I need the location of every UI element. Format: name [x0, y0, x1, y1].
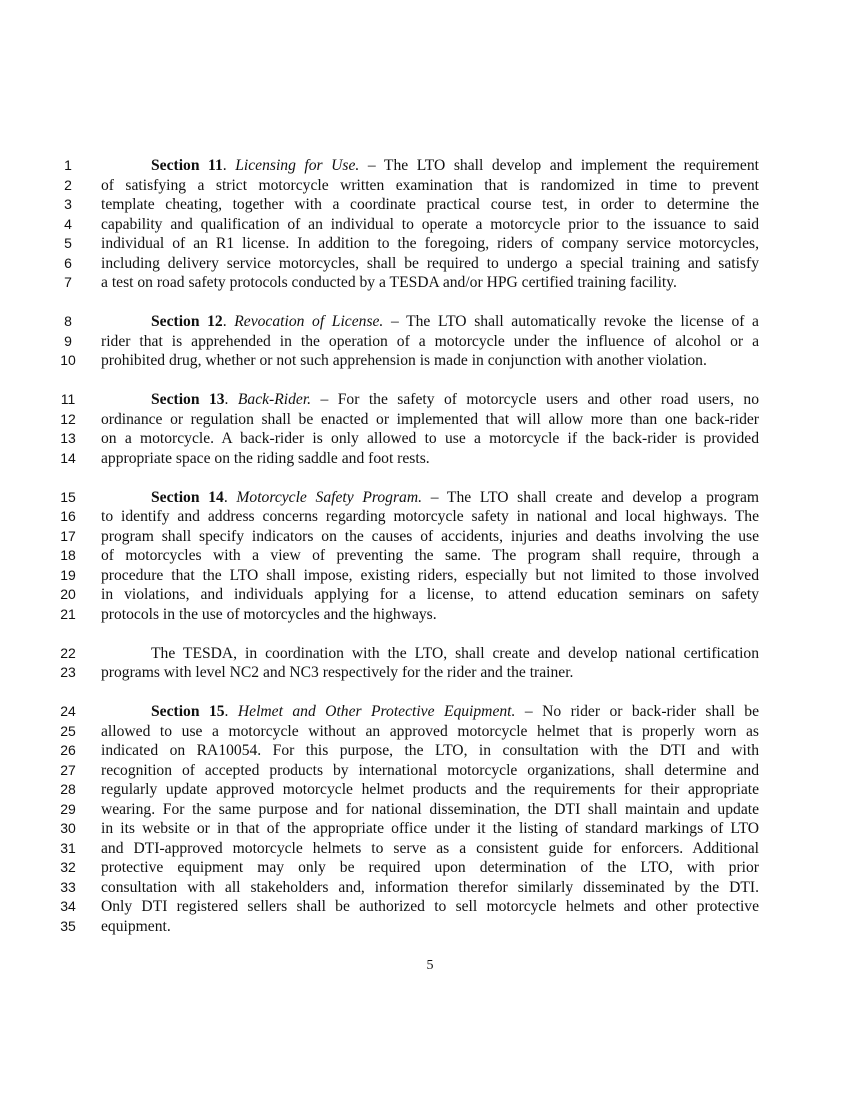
line-number: 32	[60, 859, 76, 875]
section-title: Section 13	[151, 391, 225, 408]
section-14	[0, 488, 860, 625]
line-text: indicated on RA10054. For this purpose, the LTO, in consultation with the DTI and with	[101, 742, 759, 759]
text-line	[0, 429, 860, 449]
line-text: of satisfying a strict motorcycle written examination that is randomized in time to prevent	[101, 176, 759, 194]
line-number: 26	[60, 742, 76, 758]
text-line	[0, 858, 860, 878]
text-line	[0, 488, 860, 508]
text-line	[0, 761, 860, 781]
text-line	[0, 234, 860, 254]
line-number: 11	[60, 391, 76, 407]
text-line	[0, 605, 860, 625]
line-number: 28	[60, 781, 76, 797]
line-text: a test on road safety protocols conducted by a TESDA and/or HPG certified training facility.	[101, 274, 677, 291]
section-title: Section 12	[151, 313, 223, 330]
text-line	[0, 702, 860, 722]
text-line	[0, 878, 860, 898]
text-line	[0, 897, 860, 917]
line-text: template cheating, together with a coordinate practical course test, in order to determine the	[101, 196, 759, 213]
line-text: including delivery service motorcycles, shall be required to undergo a special training and satisfy	[101, 254, 759, 272]
line-text: Section 15. Helmet and Other Protective Equipment. – No rider or back-rider shall be	[151, 703, 759, 720]
line-number: 14	[60, 449, 76, 466]
line-number: 8	[64, 313, 72, 329]
text-line	[0, 410, 860, 430]
line-number: 29	[60, 800, 76, 817]
section-title: Section 15	[151, 703, 225, 720]
line-text: Only DTI registered sellers shall be authorized to sell motorcycle helmets and other protective	[101, 898, 759, 915]
line-number: 9	[64, 332, 72, 349]
section-heading: Motorcycle Safety Program.	[236, 488, 422, 506]
line-text: procedure that the LTO shall impose, existing riders, especially but not limited to those involved	[101, 566, 759, 584]
text-line	[0, 273, 860, 293]
line-number: 6	[64, 254, 72, 271]
line-text: Section 12. Revocation of License. – The LTO shall automatically revoke the license of a	[151, 313, 759, 330]
line-text: protective equipment may only be required upon determination of the LTO, with prior	[101, 859, 759, 876]
line-text: consultation with all stakeholders and, information therefor similarly disseminated by the DTI.	[101, 878, 759, 896]
section-11	[0, 156, 860, 293]
line-text: allowed to use a motorcycle without an approved motorcycle helmet that is properly worn as	[101, 722, 759, 740]
page-number: 5	[426, 958, 434, 973]
line-text: appropriate space on the riding saddle and foot rests.	[101, 449, 430, 467]
line-number: 25	[60, 722, 76, 739]
line-number: 35	[60, 917, 76, 934]
line-number: 12	[60, 410, 76, 427]
section-title: Section 14	[151, 488, 224, 506]
text-line	[0, 644, 860, 664]
line-number: 1	[64, 157, 72, 173]
section-15	[0, 702, 860, 936]
line-number: 15	[60, 488, 76, 505]
line-text: ordinance or regulation shall be enacted or implemented that will allow more than one back-rider	[101, 410, 759, 428]
text-line	[0, 566, 860, 586]
text-line	[0, 722, 860, 742]
line-number: 3	[64, 196, 72, 212]
text-line	[0, 800, 860, 820]
line-number: 4	[64, 215, 72, 232]
section-heading: Back-Rider.	[237, 391, 312, 408]
line-number: 2	[64, 176, 72, 193]
text-line	[0, 390, 860, 410]
line-text: wearing. For the same purpose and for national dissemination, the DTI shall maintain and update	[101, 800, 759, 818]
text-line	[0, 332, 860, 352]
line-text: protocols in the use of motorcycles and the highways.	[101, 605, 437, 623]
line-number: 19	[60, 566, 76, 583]
text-line	[0, 215, 860, 235]
line-number: 22	[60, 644, 76, 661]
line-number: 18	[60, 547, 76, 563]
text-line	[0, 839, 860, 859]
document-body	[0, 156, 860, 936]
text-line	[0, 663, 860, 683]
text-line	[0, 195, 860, 215]
line-text: and DTI-approved motorcycle helmets to serve as a consistent guide for enforcers. Additional	[101, 839, 759, 857]
line-text: in its website or in that of the appropriate office under it the listing of standard markings of LTO	[101, 820, 759, 837]
line-text: capability and qualification of an individual to operate a motorcycle prior to the issuance to said	[101, 215, 759, 233]
line-text: in violations, and individuals applying for a license, to attend education seminars on safety	[101, 586, 759, 603]
text-line	[0, 527, 860, 547]
section-heading: Licensing for Use.	[235, 157, 360, 174]
line-text: rider that is apprehended in the operation of a motorcycle under the influence of alcohol or a	[101, 332, 759, 350]
text-line	[0, 780, 860, 800]
line-number: 5	[64, 235, 72, 251]
line-text: Section 11. Licensing for Use. – The LTO shall develop and implement the requirement	[151, 157, 759, 174]
line-number: 30	[60, 820, 76, 836]
text-line	[0, 585, 860, 605]
line-text: recognition of accepted products by international motorcycle organizations, shall determine and	[101, 761, 759, 779]
line-text: equipment.	[101, 917, 171, 935]
text-line	[0, 351, 860, 371]
line-text: to identify and address concerns regarding motorcycle safety in national and local highways. The	[101, 508, 759, 525]
line-number: 27	[60, 761, 76, 778]
line-text: prohibited drug, whether or not such apprehension is made in conjunction with another violation.	[101, 352, 707, 369]
line-text: program shall specify indicators on the causes of accidents, injuries and deaths involving the use	[101, 527, 759, 545]
section-12	[0, 312, 860, 371]
text-line	[0, 254, 860, 274]
line-number: 23	[60, 664, 76, 680]
text-line	[0, 156, 860, 176]
line-text: programs with level NC2 and NC3 respectively for the rider and the trainer.	[101, 664, 574, 681]
line-text: Section 14. Motorcycle Safety Program. – The LTO shall create and develop a program	[151, 488, 759, 506]
line-number: 13	[60, 430, 76, 446]
line-text: of motorcycles with a view of preventing the same. The program shall require, through a	[101, 547, 759, 564]
text-line	[0, 741, 860, 761]
line-text: The TESDA, in coordination with the LTO, shall create and develop national certification	[151, 644, 759, 662]
line-number: 10	[60, 352, 76, 368]
line-number: 17	[60, 527, 76, 544]
section-heading: Helmet and Other Protective Equipment.	[237, 703, 516, 720]
line-number: 34	[60, 898, 76, 914]
line-number: 31	[60, 839, 76, 856]
line-text: Section 13. Back-Rider. – For the safety of motorcycle users and other road users, no	[151, 391, 759, 408]
line-number: 21	[60, 605, 76, 622]
line-text: individual of an R1 license. In addition to the foregoing, riders of company service motorcycles,	[101, 235, 759, 252]
text-line	[0, 449, 860, 469]
line-text: regularly update approved motorcycle helmet products and the requirements for their appropriate	[101, 781, 759, 798]
line-text: on a motorcycle. A back-rider is only allowed to use a motorcycle if the back-rider is provided	[101, 430, 759, 447]
section-title: Section 11	[151, 157, 223, 174]
tesda-paragraph	[0, 644, 860, 683]
text-line	[0, 312, 860, 332]
text-line	[0, 507, 860, 527]
text-line	[0, 546, 860, 566]
section-13	[0, 390, 860, 468]
text-line	[0, 819, 860, 839]
section-heading: Revocation of License.	[234, 313, 384, 330]
text-line	[0, 176, 860, 196]
line-number: 20	[60, 586, 76, 602]
line-number: 16	[60, 508, 76, 524]
text-line	[0, 917, 860, 937]
line-number: 7	[64, 274, 72, 290]
line-number: 33	[60, 878, 76, 895]
line-number: 24	[60, 703, 76, 719]
